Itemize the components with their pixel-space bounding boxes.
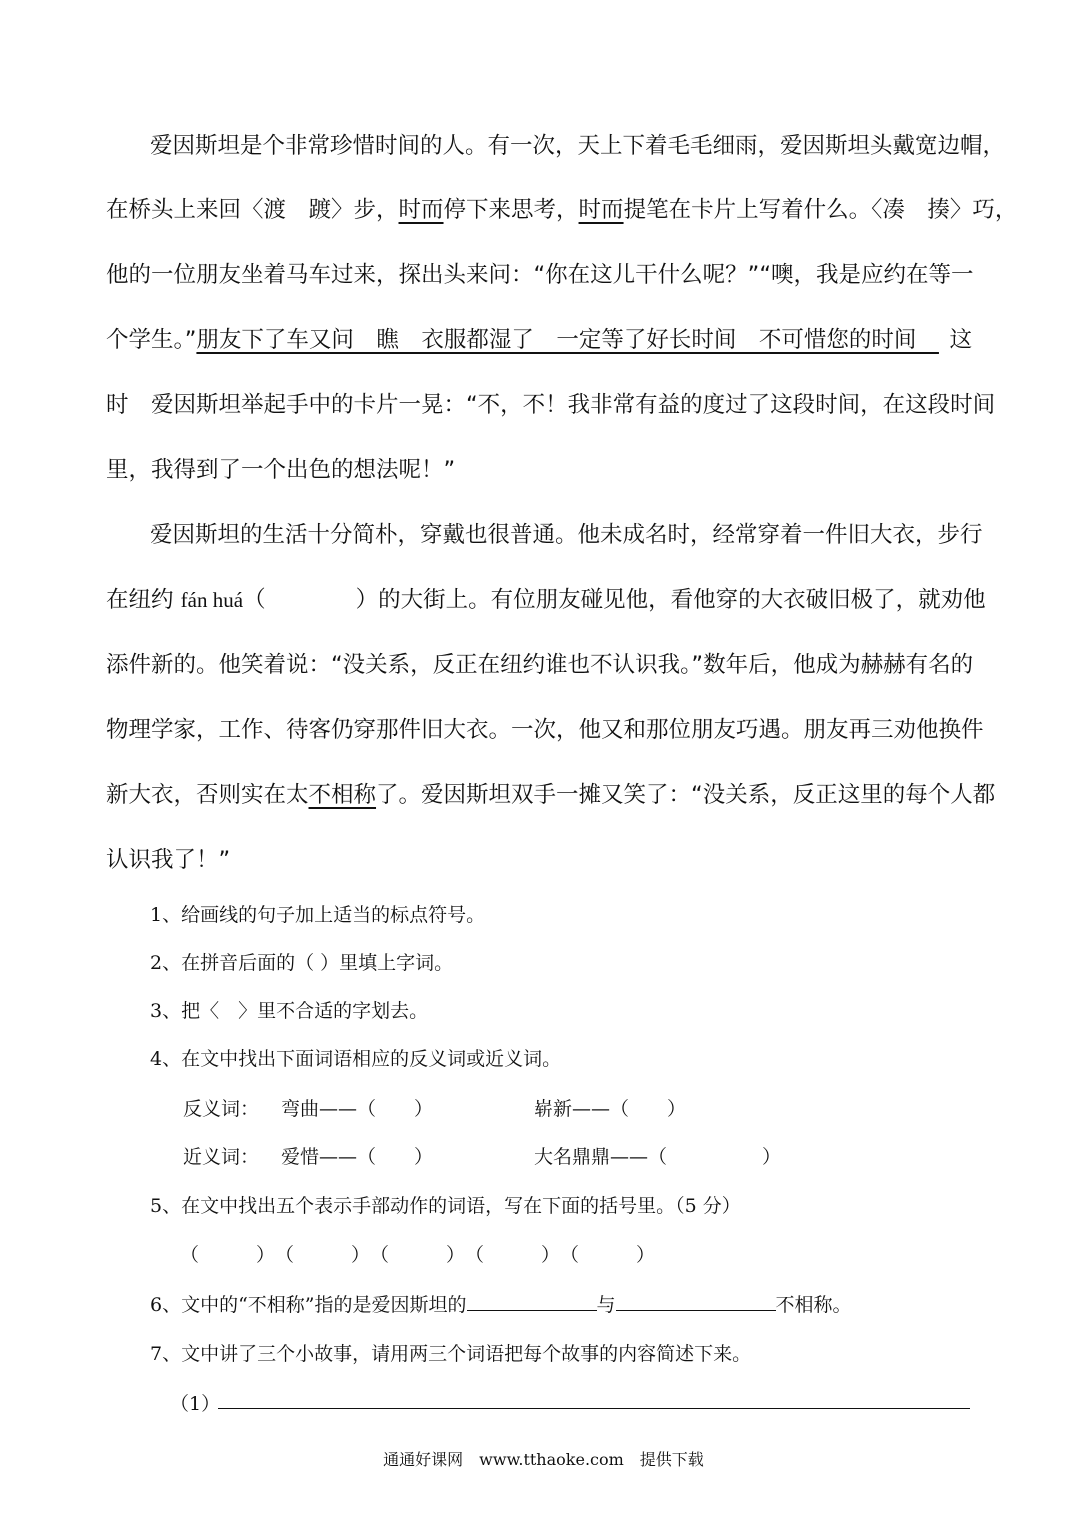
text: 不相称。	[775, 1294, 852, 1316]
question-1: 1、给画线的句子加上适当的标点符号。	[150, 904, 486, 926]
passage-p1-line2	[106, 192, 1018, 224]
text: 停下来思考，	[443, 197, 579, 223]
text: 爱因斯坦是个非常珍惜时间的人。有一次，天上下着毛毛细雨，爱因斯坦头戴宽边帽，	[150, 133, 1006, 159]
text: 时 爱因斯坦举起手中的卡片一晃：“不，不！我非常有益的度过了这段时间，在这段时间	[106, 392, 996, 418]
text: 提笔在卡片上写着什么。〈凑 揍〉巧，	[623, 197, 1018, 223]
text: （ ）的大街上。有位朋友碰见他，看他穿的大衣破旧极了，就劝他	[243, 587, 986, 613]
passage-p1-line5	[106, 387, 996, 419]
question-5: 5、在文中找出五个表示手部动作的词语，写在下面的括号里。（5 分）	[150, 1195, 741, 1217]
synonym-item-2: 大名鼎鼎——（ ）	[534, 1146, 782, 1168]
text: 在桥头上来回〈渡 踱〉步，	[106, 197, 399, 223]
passage-p2-line2	[106, 582, 986, 614]
underlined-sentence: 朋友下了车又问 瞧 衣服都湿了 一定等了好长时间 不可惜您的时间	[196, 327, 939, 353]
footer: 通通好课网 www.tthaoke.com 提供下载	[383, 1450, 704, 1469]
question-7: 7、文中讲了三个小故事，请用两三个词语把每个故事的内容简述下来。	[150, 1343, 752, 1365]
synonym-item-1: 爱惜——（ ）	[281, 1146, 434, 1168]
text: 个学生。”	[106, 327, 197, 353]
question-5-blanks: （ ） （ ） （ ） （ ） （ ）	[180, 1244, 656, 1266]
text: 了。爱因斯坦双手一摊又笑了：“没关系，反正这里的每个人都	[376, 782, 996, 808]
text: 新大衣，否则实在太	[106, 782, 309, 808]
text: 与	[596, 1294, 616, 1316]
passage-p2-line1	[106, 517, 983, 549]
answer-blank	[467, 1290, 597, 1311]
passage-p2-line4	[106, 712, 984, 744]
text: 爱因斯坦的生活十分简朴，穿戴也很普通。他未成名时，经常穿着一件旧大衣，步行	[150, 522, 983, 548]
text: 6、文中的“不相称”指的是爱因斯坦的	[150, 1294, 467, 1316]
passage-p2-line5	[106, 777, 996, 809]
text: 认识我了！”	[106, 847, 231, 873]
antonym-label: 反义词：	[183, 1098, 260, 1120]
synonym-label: 近义词：	[183, 1146, 260, 1168]
passage-p1-line6	[106, 452, 972, 484]
passage-p1-line3	[106, 257, 972, 289]
passage-p1-line1	[106, 128, 1006, 160]
question-2: 2、在拼音后面的（ ）里填上字词。	[150, 952, 454, 974]
passage-p2-line6	[106, 842, 972, 874]
text: 在纽约	[106, 587, 174, 613]
passage-p2-line3	[106, 647, 972, 679]
pinyin: fán huá	[180, 588, 244, 612]
text: 他的一位朋友坐着马车过来，探出头来问：“你在这儿干什么呢？”“噢，我是应约在等一	[106, 262, 974, 288]
text: 里，我得到了一个出色的想法呢！”	[106, 457, 456, 483]
underlined-word: 时而	[578, 197, 624, 223]
answer-line	[218, 1408, 970, 1409]
answer-blank	[616, 1290, 776, 1311]
passage-p1-line4	[106, 322, 972, 354]
question-6	[150, 1290, 852, 1317]
text: 添件新的。他笑着说：“没关系，反正在纽约谁也不认识我。”数年后，他成为赫赫有名的	[106, 652, 974, 678]
antonym-item-1: 弯曲——（ ）	[281, 1098, 434, 1120]
question-4: 4、在文中找出下面词语相应的反义词或近义词。	[150, 1048, 562, 1070]
antonym-item-2: 崭新——（ ）	[534, 1098, 687, 1120]
question-3: 3、把〈 〉里不合适的字划去。	[150, 1000, 429, 1022]
question-7-item-1: （1）	[170, 1393, 221, 1415]
underlined-word: 时而	[398, 197, 444, 223]
underlined-word: 不相称	[308, 782, 377, 808]
text: 物理学家，工作、待客仍穿那件旧大衣。一次，他又和那位朋友巧遇。朋友再三劝他换件	[106, 717, 984, 743]
text: 这	[949, 327, 972, 353]
